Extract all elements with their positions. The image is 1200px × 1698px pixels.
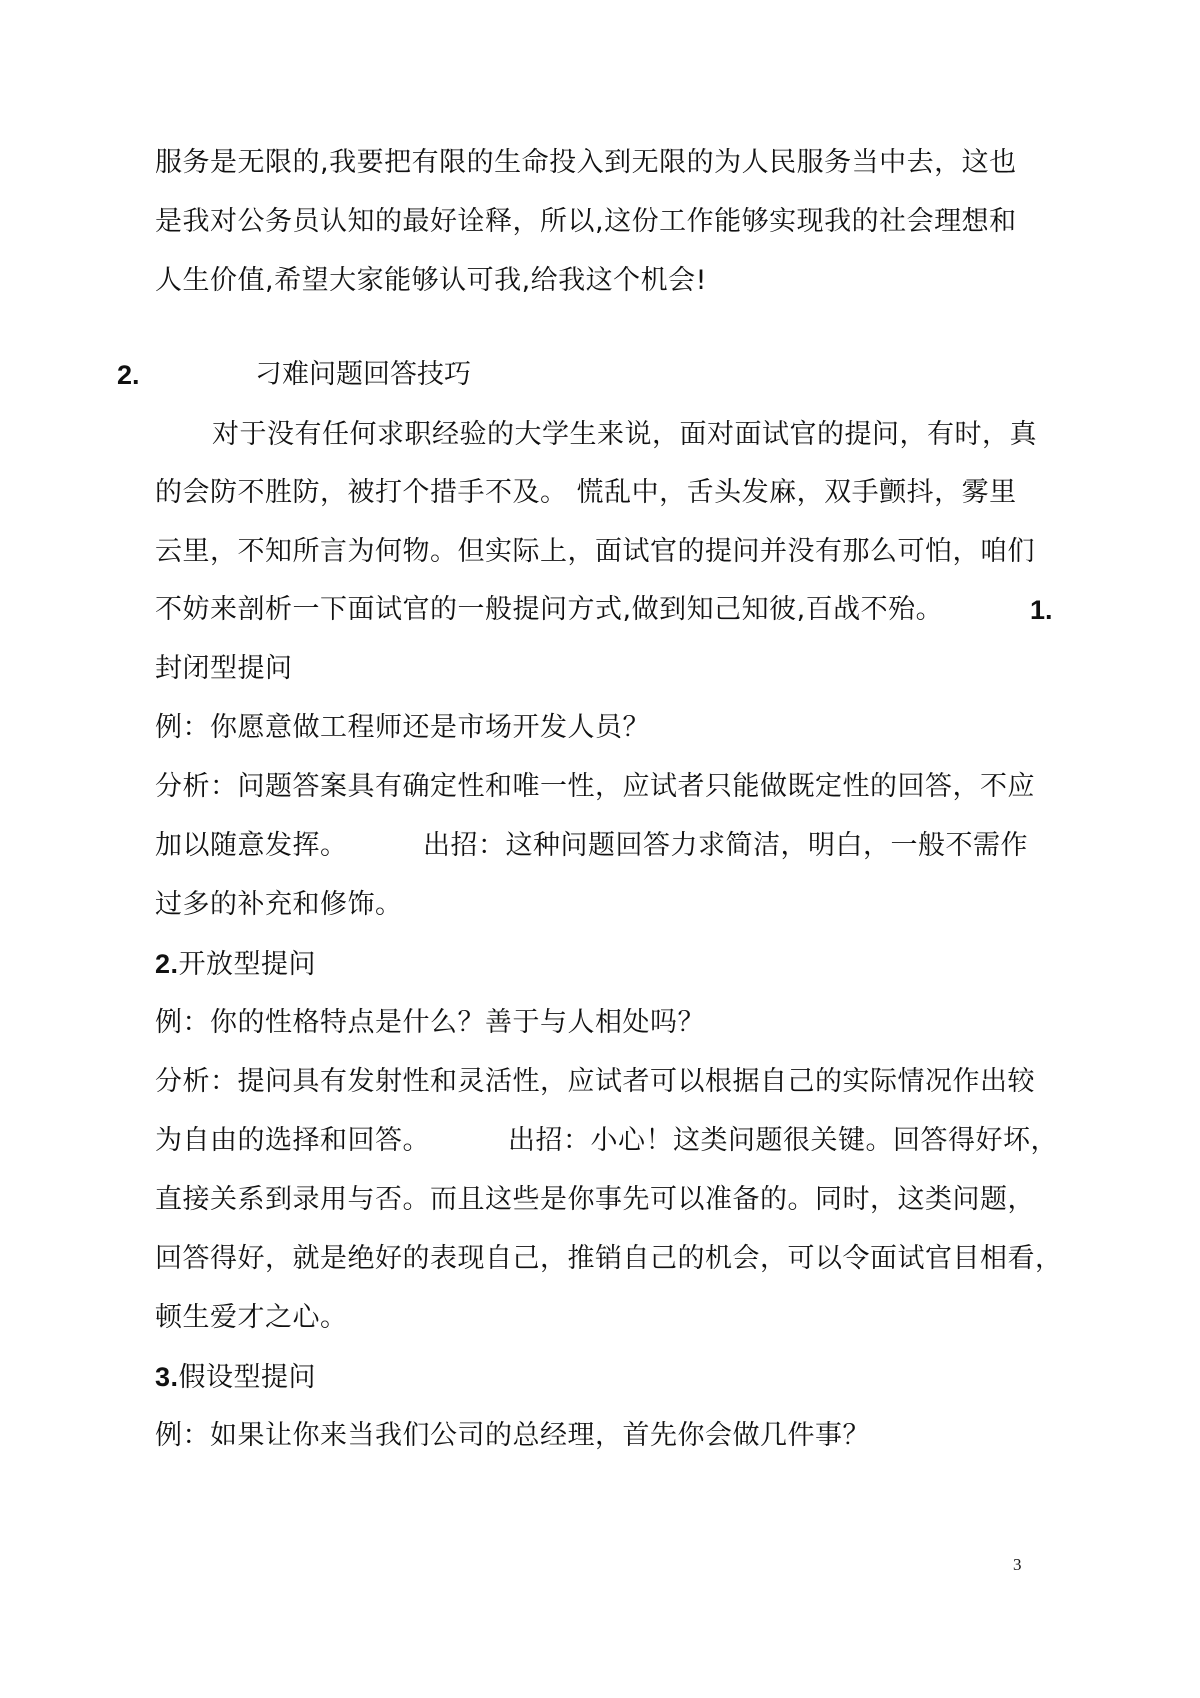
subsection-heading <box>155 1357 316 1398</box>
section-title: 刁难问题回答技巧 <box>255 359 471 390</box>
subsection-title: 封闭型提问 <box>155 653 293 684</box>
tip-line: 出招：小心！这类问题很关键。回答得好坏， <box>508 1125 1058 1156</box>
example-line: 例：你愿意做工程师还是市场开发人员？ <box>155 712 650 743</box>
subsection-number: 1. <box>1030 595 1053 625</box>
example-line: 例：如果让你来当我们公司的总经理，首先你会做几件事？ <box>155 1420 870 1451</box>
subsection-number: 3. <box>155 1362 179 1392</box>
paragraph-line: 云里，不知所言为何物。但实际上，面试官的提问并没有那么可怕，咱们 <box>155 536 1035 567</box>
analysis-line: 过多的补充和修饰。 <box>155 889 403 920</box>
paragraph-line: 人生价值,希望大家能够认可我,给我这个机会! <box>155 265 707 296</box>
subsection-title: 假设型提问 <box>178 1362 317 1393</box>
subsection-number: 2. <box>155 949 179 979</box>
analysis-line: 回答得好，就是绝好的表现自己，推销自己的机会，可以令面试官目相看， <box>155 1243 1063 1274</box>
analysis-line: 加以随意发挥。 <box>155 830 348 861</box>
paragraph-line: 是我对公务员认知的最好诠释，所以,这份工作能够实现我的社会理想和 <box>155 206 1017 237</box>
paragraph-line: 对于没有任何求职经验的大学生来说，面对面试官的提问，有时，真 <box>212 419 1037 450</box>
analysis-line: 为自由的选择和回答。 <box>155 1125 430 1156</box>
analysis-line: 顿生爱才之心。 <box>155 1302 348 1333</box>
paragraph-line: 不妨来剖析一下面试官的一般提问方式,做到知己知彼,百战不殆。 <box>155 594 944 625</box>
paragraph-line: 服务是无限的,我要把有限的生命投入到无限的为人民服务当中去，这也 <box>155 147 1017 178</box>
analysis-line: 分析：问题答案具有确定性和唯一性，应试者只能做既定性的回答，不应 <box>155 771 1035 802</box>
analysis-line: 直接关系到录用与否。而且这些是你事先可以准备的。同时，这类问题， <box>155 1184 1035 1215</box>
page-number: 3 <box>1013 1555 1022 1574</box>
subsection-heading <box>155 944 316 985</box>
analysis-line: 分析：提问具有发射性和灵活性，应试者可以根据自己的实际情况作出较 <box>155 1066 1035 1097</box>
subsection-title: 开放型提问 <box>178 949 317 980</box>
example-line: 例：你的性格特点是什么？善于与人相处吗？ <box>155 1007 705 1038</box>
section-number: 2. <box>117 360 140 390</box>
tip-line: 出招：这种问题回答力求简洁，明白，一般不需作 <box>423 830 1028 861</box>
paragraph-line: 的会防不胜防，被打个措手不及。 慌乱中，舌头发麻，双手颤抖，雾里 <box>155 477 1017 508</box>
